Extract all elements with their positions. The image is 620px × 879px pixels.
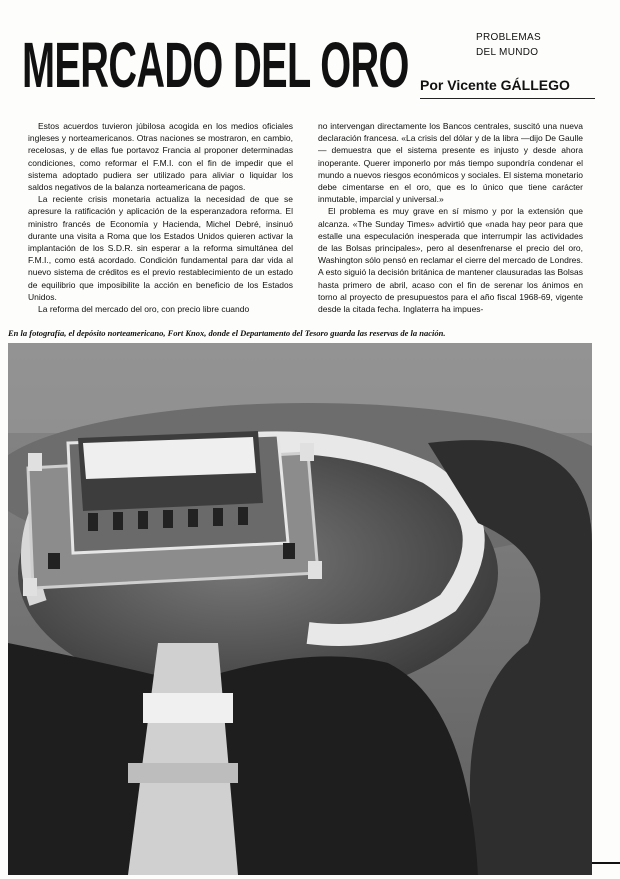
section-label [476,30,566,60]
photo-caption: En la fotografía, el depósito norteamericano, Fort Knox, donde el Departamento del Tesoro guarda las reservas de la nación. [8,328,446,338]
aerial-photo-illustration [8,343,592,875]
headline: MERCADO DEL ORO [22,29,409,101]
page-edge-rule [592,862,620,864]
text-column-1 [28,120,293,320]
byline: Por Vicente GÁLLEGO [420,76,595,99]
paragraph: Estos acuerdos tuvieron júbilosa acogida en los medios oficiales ingleses y norteamericanos. Otras naciones se mostraron, en cambio, recelosas, y de ellas fue portavoz Francia al proponer determinadas condiciones, como reformar el F.M.I. con el fin de impedir que el sistema adoptado pudiera ser utilizado para aliviar o liquidar los saldos negativos de la balanza norteamericana de pagos. [28,121,293,193]
paragraph: La reciente crisis monetaria actualiza la necesidad de que se apresure la ratificación y aplicación de la esperanzadora reforma. El ministro francés de Economía y Hacienda, Michel Debré, insinuó durante una visita a Roma que los Estados Unidos quieren activar la implantación de los S.D.R. sin esperar a la reforma simultánea del F.M.I., como está acordado. Condición fundamental para dar vida al nuevo sistema de créditos es el previo restablecimiento de un estado de equilibrio que imposibilite la acción en beneficio de los Estados Unidos. [28,194,293,302]
text-column-2 [318,120,583,320]
paragraph: La reforma del mercado del oro, con precio libre cuando [38,304,250,315]
paragraph: El problema es muy grave en sí mismo y por la extensión que alcanza. «The Sunday Times» advirtió que «nada hay peor para que estalle una especulación inesperada que interrumpir las actividades de las Bolsas principales», pero al desenfrenarse el precio del oro, Washington sólo pensó en reclamar el cierre del mercado de Londres. A esto siguió la decisión británica de mantener clausuradas las Bolsas hasta primero de abril, acaso con el fin de serenar los ánimos en torno al proyecto de presupuestos para el año fiscal 1968-69, vigente desde la citada fecha. Inglaterra ha impues- [318,206,583,315]
section-label-line-1: PROBLEMAS [476,32,541,43]
fort-knox-photo [8,343,592,875]
section-label-line-2: DEL MUNDO [476,47,539,58]
paragraph: no intervengan directamente los Bancos centrales, suscitó una nueva declaración francesa. «La crisis del dólar y de la libra —dijo De Gaulle— demuestra que el sistema presente es injusto y desde ahora inoperante. Querer imponerlo por más tiempo supondría condenar el mundo a nuevos riesgos económicos y sociales. El sistema monetario debe cimentarse en el oro, que es lo único que tiene carácter inmutable, imparcial y universal.» [318,121,583,205]
